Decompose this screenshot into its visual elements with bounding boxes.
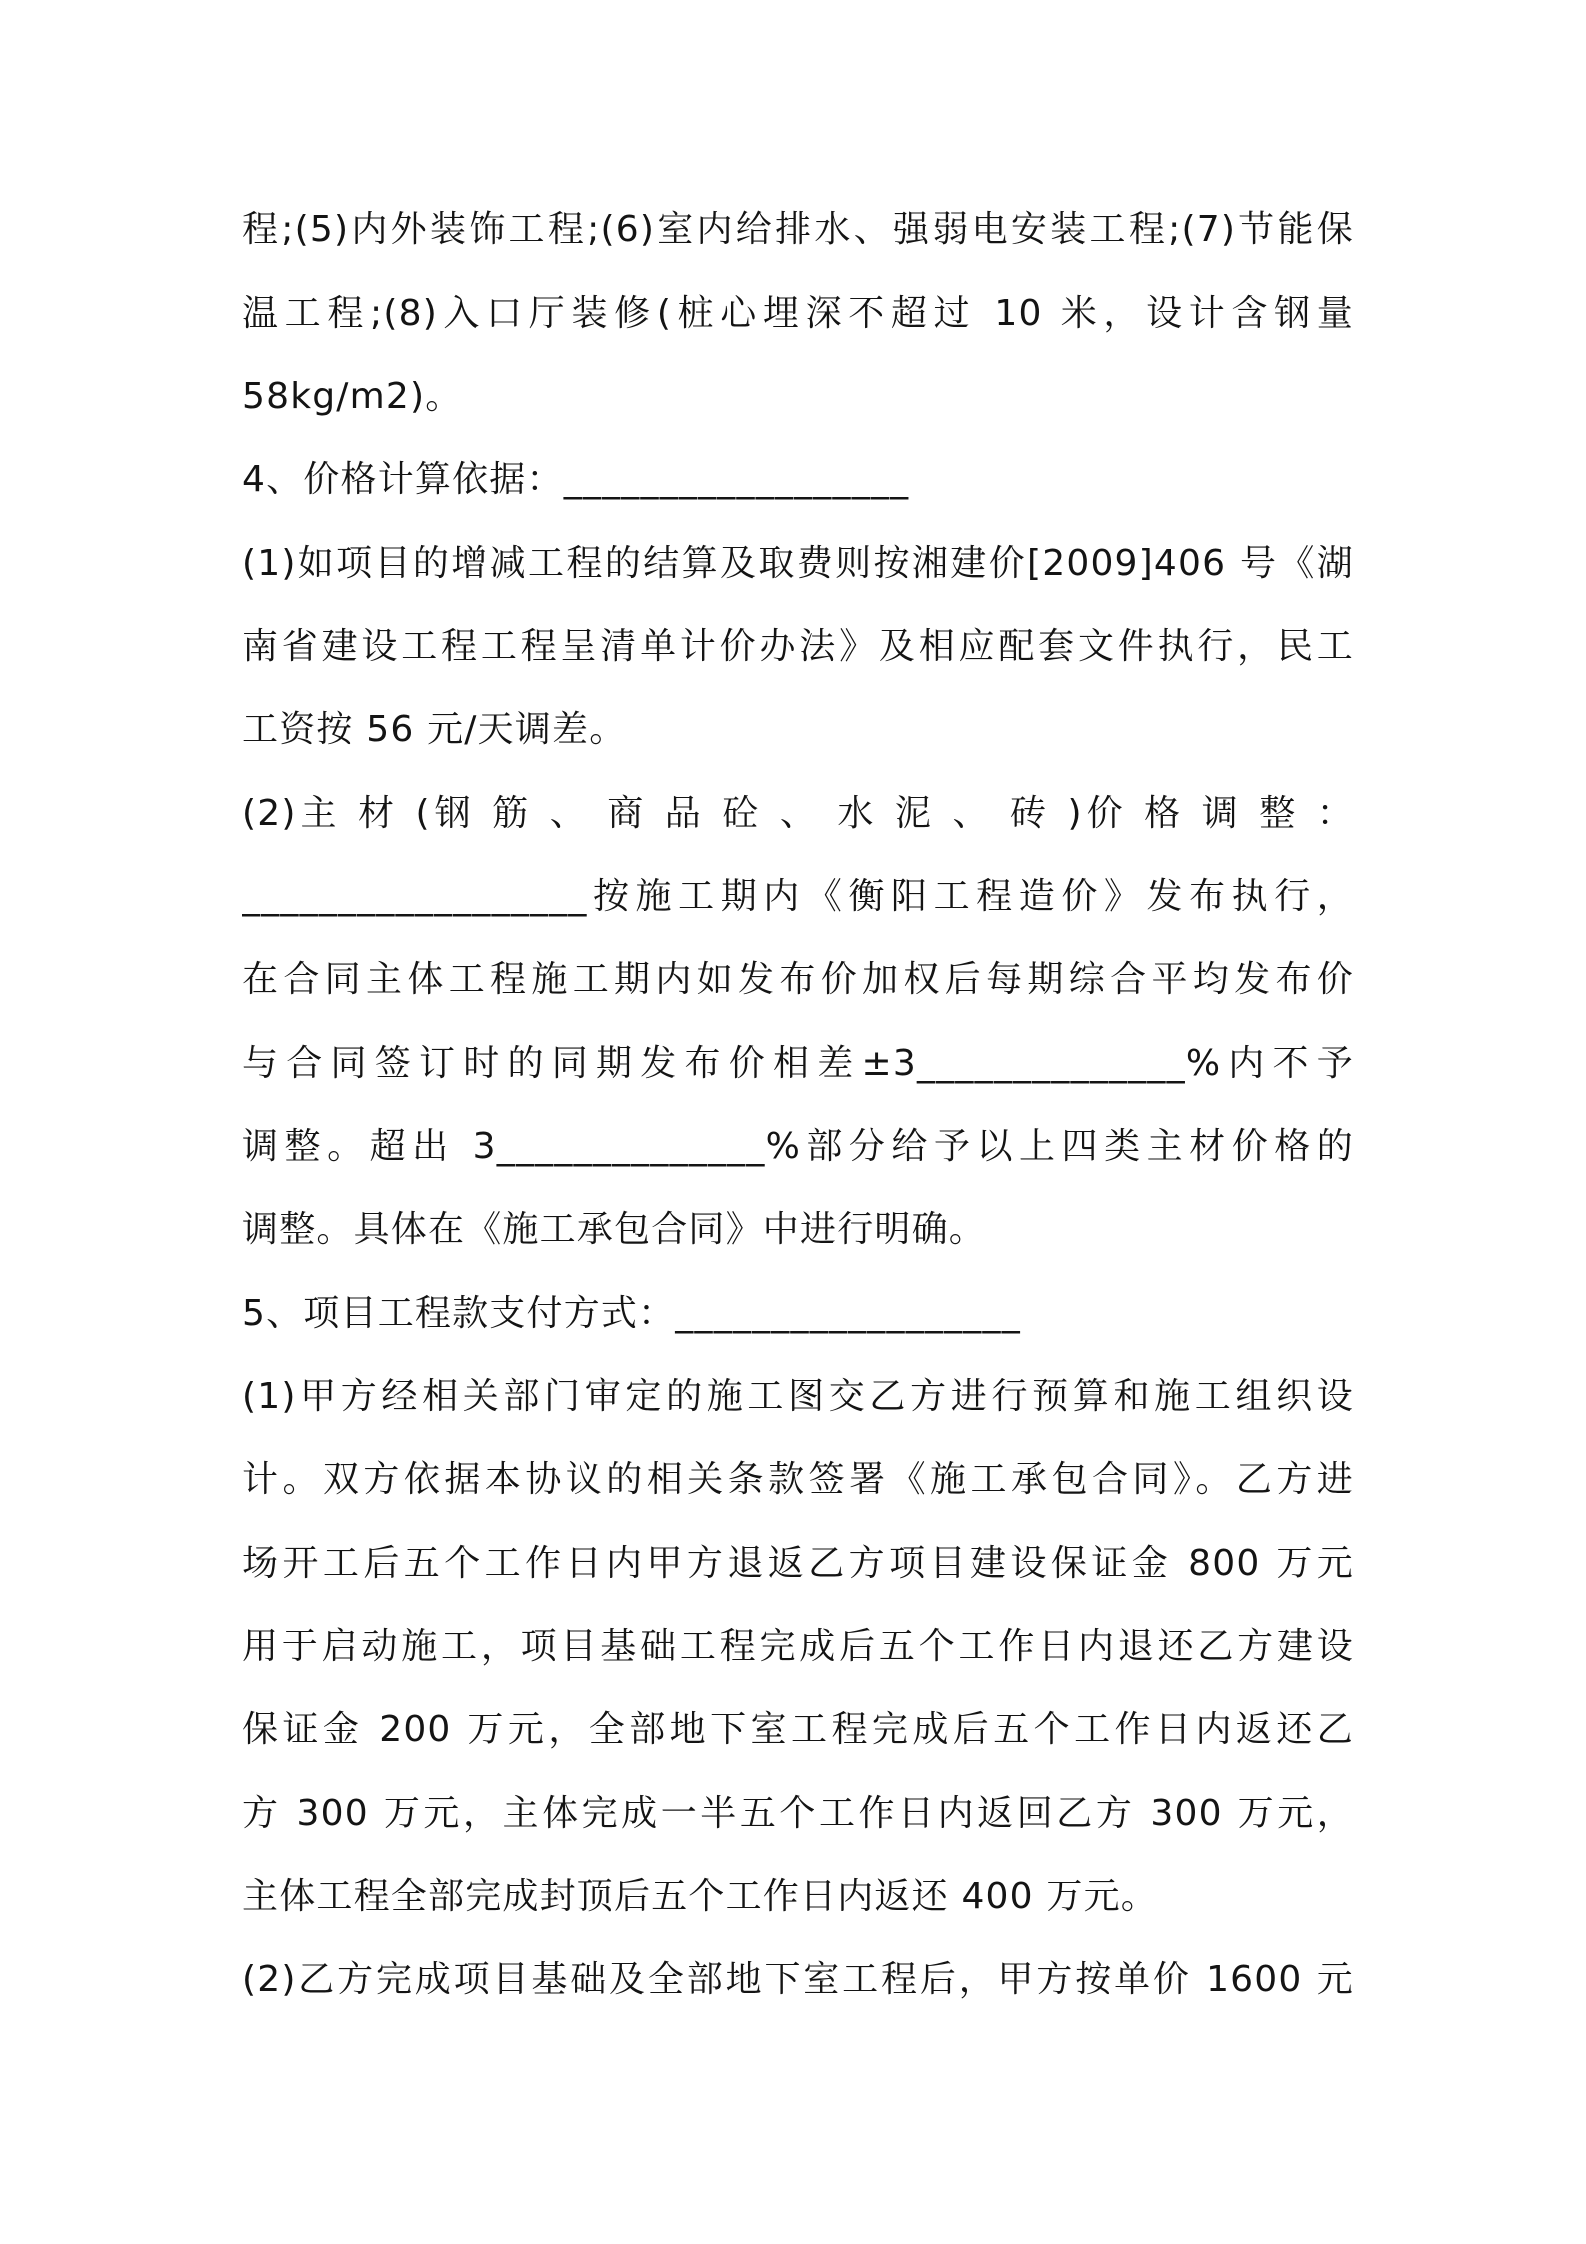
paragraph-line: 调整。具体在《施工承包合同》中进行明确。: [242, 1209, 987, 1250]
paragraph-line: (1)甲方经相关部门审定的施工图交乙方进行预算和施工组织设: [242, 1376, 1354, 1417]
paragraph-line: 工资按 56 元/天调差。: [242, 709, 627, 750]
section-heading-payment-method: 5、项目工程款支付方式：__________________: [242, 1293, 1021, 1334]
paragraph-line: 主体工程全部完成封顶后五个工作日内返还 400 万元。: [242, 1876, 1158, 1917]
paragraph-line: (1)如项目的增减工程的结算及取费则按湘建价[2009]406 号《湖: [242, 543, 1354, 584]
paragraph-line: 计。双方依据本协议的相关条款签署《施工承包合同》。乙方进: [242, 1459, 1354, 1500]
paragraph-line: 保证金 200 万元，全部地下室工程完成后五个工作日内返还乙: [242, 1709, 1354, 1750]
section-heading-pricing-basis: 4、价格计算依据：__________________: [242, 459, 910, 500]
paragraph-line: 南省建设工程工程呈清单计价办法》及相应配套文件执行，民工: [242, 626, 1354, 667]
paragraph-line: 58kg/m2)。: [242, 376, 463, 417]
paragraph-line: 与合同签订时的同期发布价相差±3______________%内不予: [242, 1043, 1354, 1084]
paragraph-line: 在合同主体工程施工期内如发布价加权后每期综合平均发布价: [242, 959, 1354, 1000]
paragraph-line: 场开工后五个工作日内甲方退返乙方项目建设保证金 800 万元: [242, 1543, 1354, 1584]
paragraph-line: 用于启动施工，项目基础工程完成后五个工作日内退还乙方建设: [242, 1626, 1354, 1667]
paragraph-line: 程;(5)内外装饰工程;(6)室内给排水、强弱电安装工程;(7)节能保: [242, 209, 1354, 250]
paragraph-line: 调整。超出 3______________%部分给予以上四类主材价格的: [242, 1126, 1354, 1167]
paragraph-line: 温工程;(8)入口厅装修(桩心埋深不超过 10 米，设计含钢量: [242, 293, 1354, 334]
paragraph-line: (2)乙方完成项目基础及全部地下室工程后，甲方按单价 1600 元: [242, 1959, 1354, 2000]
paragraph-line: __________________按施工期内《衡阳工程造价》发布执行，: [242, 876, 1354, 917]
paragraph-line: (2)主 材 (钢 筋 、 商 品 砼 、 水 泥 、 砖 )价 格 调 整 ：: [242, 793, 1354, 834]
paragraph-line: 方 300 万元，主体完成一半五个工作日内返回乙方 300 万元，: [242, 1793, 1354, 1834]
